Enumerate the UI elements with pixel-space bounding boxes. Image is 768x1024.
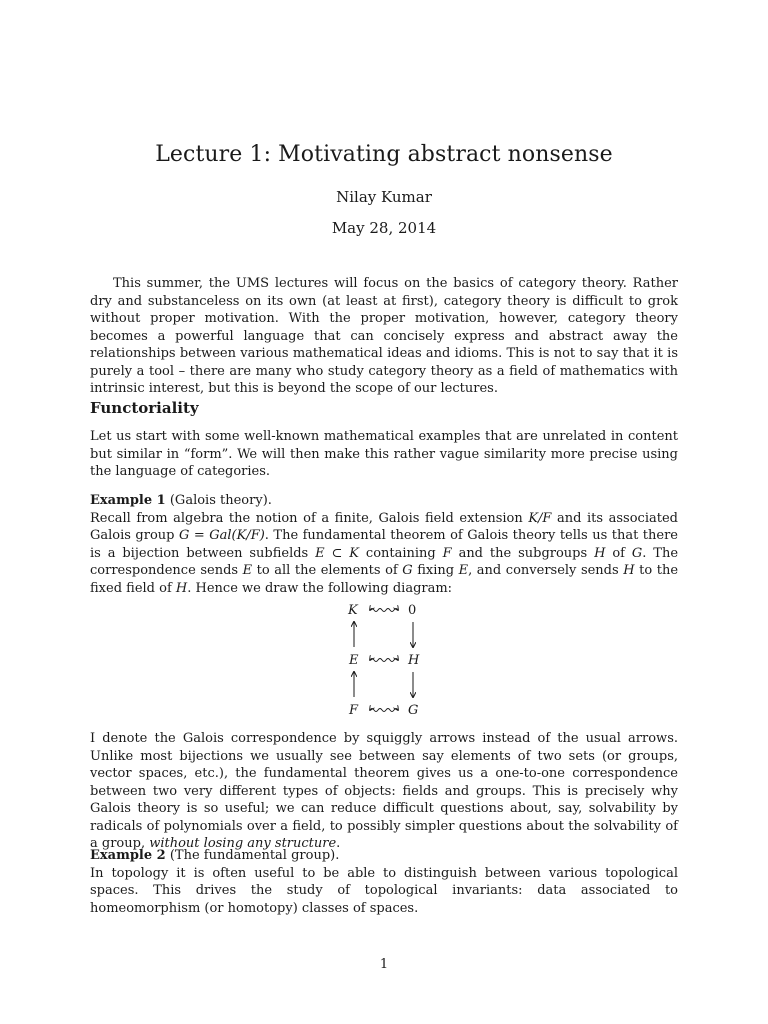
- math-expr: G: [402, 563, 413, 578]
- math-expr: F: [442, 545, 452, 561]
- example1-subtitle: (Galois theory).: [169, 493, 272, 508]
- node-zero: 0: [408, 603, 417, 618]
- node-e: E: [349, 653, 359, 668]
- author-name: Nilay Kumar: [336, 188, 432, 206]
- math-expr: H: [594, 545, 606, 561]
- math-expr: K/F: [528, 510, 552, 526]
- example1-heading: [90, 492, 678, 510]
- galois-correspondence-diagram: [330, 598, 430, 718]
- node-f: F: [349, 703, 359, 718]
- example1-block: [90, 492, 678, 597]
- example2-block: [90, 847, 678, 917]
- squiggly-arrow-top: [370, 609, 398, 612]
- example2-subtitle: (The fundamental group).: [169, 848, 340, 863]
- node-g: G: [408, 703, 419, 718]
- node-k: K: [348, 603, 358, 618]
- example2-heading: [90, 847, 678, 865]
- example2-paragraph: In topology it is often useful to be able to distinguish between various topological spaces. This drives the study of topological invariants: data associated to homeomorphism (or homotopy) classes of spaces.: [90, 865, 678, 916]
- math-expr: E: [242, 563, 253, 578]
- math-expr: H: [175, 580, 188, 596]
- intro-paragraph: This summer, the UMS lectures will focus on the basics of category theory. Rather dry and substanceless on its own (at least at first), category theory is difficult to grok without proper motivation. With the proper motivation, however, category theory becomes a powerful language that can concisely express and abstract away the relationships between various mathematical ideas and idioms. This is not to say that it is purely a tool – there are many who study category theory as a field of mathematics with intrinsic interest, but this is beyond the scope of our lectures.: [90, 276, 678, 396]
- math-expr: E ⊂ K: [315, 545, 360, 561]
- example2-label: Example 2: [90, 848, 166, 863]
- math-expr: G = Gal(K/F): [178, 528, 265, 543]
- page-number: 1: [379, 957, 389, 972]
- node-h: H: [408, 653, 420, 668]
- section-heading: Functoriality: [90, 399, 199, 417]
- after-diagram-paragraph: I denote the Galois correspondence by squiggly arrows instead of the usual arrows. Unlike most bijections we usually see between say elements of two sets (or groups, vector spaces, etc.), the fundamental theorem gives us a one-to-one correspondence between two very different types of objects: fields and groups. This is precisely why Galois theory is so useful; we can reduce difficult questions about, say, solvability by radicals of polynomials over a field, to possibly simpler questions about the solvability of a group, without losing any structure.: [90, 731, 678, 851]
- example1-label: Example 1: [90, 493, 166, 508]
- emphasis-text: without losing any structure: [149, 836, 337, 851]
- example1-paragraph: Recall from algebra the notion of a finite, Galois field extension K/F and its associated Galois group G = Gal(K/F). The fundamental theorem of Galois theory tells us that there is a bijection between subfields E ⊂ K containing F and the subgroups H of G. The correspondence sends E to all the elements of G fixing E, and conversely sends H to the fixed field of H. Hence we draw the following diagram:: [90, 510, 679, 596]
- section-intro-paragraph: Let us start with some well-known mathematical examples that are unrelated in content but similar in “form”. We will then make this rather vague similarity more precise using the language of categories.: [90, 429, 678, 479]
- math-expr: E: [458, 563, 469, 578]
- paper-title: Lecture 1: Motivating abstract nonsense: [155, 142, 613, 167]
- math-expr: G: [631, 545, 643, 561]
- paper-date: May 28, 2014: [331, 219, 437, 237]
- math-expr: H: [623, 563, 635, 578]
- squiggly-arrow-middle: [370, 659, 398, 662]
- squiggly-arrow-bottom: [370, 709, 398, 712]
